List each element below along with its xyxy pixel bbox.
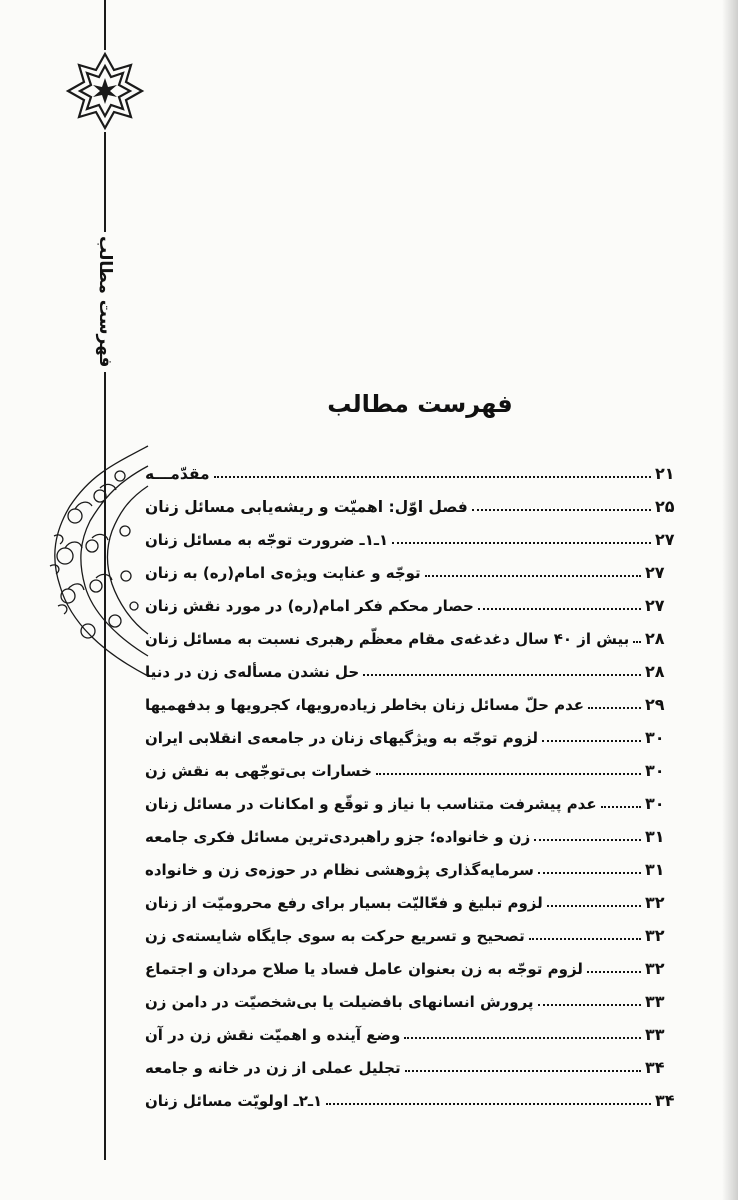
toc-entry (145, 782, 685, 815)
toc-entry (145, 914, 685, 947)
toc-page-number: ۳۱ (645, 860, 665, 879)
toc-page-number: ۳۰ (645, 794, 665, 813)
toc-page-number: ۳۱ (645, 827, 665, 846)
toc-entry (145, 1079, 685, 1112)
toc-entry-title: تجلیل عملی از زن در خانه و جامعه (145, 1059, 401, 1077)
toc-entry-title: خسارات بی‌توجّهی به نقش زن (145, 762, 372, 780)
toc-entry (145, 1046, 685, 1079)
dot-leader (392, 542, 651, 544)
dot-leader (326, 1103, 651, 1105)
toc-entry (145, 452, 685, 485)
floral-arabesque-ornament (30, 436, 150, 686)
toc-page-number: ۲۷ (645, 596, 665, 615)
table-of-contents (145, 452, 685, 1112)
dot-leader (425, 575, 641, 577)
page-edge-shadow (722, 0, 738, 1200)
toc-entry-title: لزوم توجّه به زن بعنوان عامل فساد یا صلاح مردان و اجتماع (145, 960, 583, 978)
toc-entry (145, 881, 685, 914)
toc-entry-title: پرورش انسانهای بافضیلت یا بی‌شخصیّت در دامن زن (145, 993, 534, 1011)
toc-entry (145, 947, 685, 980)
toc-entry (145, 980, 685, 1013)
toc-entry-title: زن و خانواده؛ جزو راهبردی‌ترین مسائل فکری جامعه (145, 828, 531, 846)
dot-leader (404, 1037, 641, 1039)
toc-page-number: ۳۲ (645, 893, 665, 912)
dot-leader (547, 905, 641, 907)
toc-page-number: ۳۰ (645, 728, 665, 747)
dot-leader (542, 740, 641, 742)
toc-entry-title: ۱ـ۲ـ اولویّت مسائل زنان (145, 1092, 323, 1110)
dot-leader (587, 971, 641, 973)
toc-page-number: ۲۹ (645, 695, 665, 714)
toc-entry (145, 683, 685, 716)
dot-leader (363, 674, 641, 676)
toc-entry (145, 584, 685, 617)
toc-entry-title: لزوم تبلیغ و فعّالیّت بسیار برای رفع محرومیّت از زنان (145, 894, 543, 912)
dot-leader (538, 872, 641, 874)
toc-entry (145, 551, 685, 584)
dot-leader (472, 509, 651, 511)
toc-page-number: ۳۴ (655, 1091, 675, 1110)
toc-page-number: ۳۰ (645, 761, 665, 780)
running-head: فهرست مطالب (92, 232, 118, 372)
toc-entry-title: عدم پیشرفت متناسب با نیاز و توقّع و امکانات در مسائل زنان (145, 795, 597, 813)
dot-leader (601, 806, 641, 808)
dot-leader (588, 707, 641, 709)
toc-entry-title: فصل اوّل: اهمیّت و ریشه‌یابی مسائل زنان (145, 498, 468, 516)
star-rosette-icon (64, 50, 146, 132)
toc-page-number: ۲۵ (655, 497, 675, 516)
dot-leader (376, 773, 641, 775)
toc-page-number: ۲۷ (645, 563, 665, 582)
toc-page-number: ۲۱ (655, 464, 675, 483)
toc-entry (145, 650, 685, 683)
toc-page-number: ۲۷ (655, 530, 675, 549)
toc-entry-title: بیش از ۴۰ سال دغدغه‌ی مقام معظّم رهبری نسبت به مسائل زنان (145, 630, 630, 648)
dot-leader (529, 938, 641, 940)
toc-page-number: ۲۸ (645, 629, 665, 648)
toc-page-number: ۳۳ (645, 992, 665, 1011)
toc-page-number: ۳۴ (645, 1058, 665, 1077)
toc-entry-title: وضع آینده و اهمیّت نقش زن در آن (145, 1026, 401, 1044)
toc-entry (145, 815, 685, 848)
toc-entry (145, 485, 685, 518)
dot-leader (405, 1070, 641, 1072)
toc-entry (145, 1013, 685, 1046)
toc-entry-title: تصحیح و تسریع حرکت به سوی جایگاه شایسته‌ی زن (145, 927, 525, 945)
toc-page-number: ۳۲ (645, 959, 665, 978)
dot-leader (534, 839, 641, 841)
dot-leader (538, 1004, 641, 1006)
toc-entry-title: لزوم توجّه به ویژگیهای زنان در جامعه‌ی انقلابی ایران (145, 729, 539, 747)
toc-entry (145, 749, 685, 782)
toc-entry-title: مقدّمـــه (145, 465, 210, 483)
toc-entry-title: حصار محکم فکر امام(ره) در مورد نقش زنان (145, 597, 474, 615)
toc-page-number: ۲۸ (645, 662, 665, 681)
toc-entry (145, 848, 685, 881)
toc-entry-title: توجّه و عنایت ویژه‌ی امام(ره) به زنان (145, 564, 421, 582)
toc-entry (145, 518, 685, 551)
toc-entry (145, 617, 685, 650)
toc-entry-title: حل نشدن مسأله‌ی زن در دنیا (145, 663, 360, 681)
page-title: فهرست مطالب (327, 390, 513, 418)
dot-leader (633, 641, 641, 643)
toc-entry-title: سرمایه‌گذاری پژوهشی نظام در حوزه‌ی زن و خانواده (145, 861, 534, 879)
dot-leader (214, 476, 651, 478)
toc-entry-title: عدم حلّ مسائل زنان بخاطر زیاده‌رویها، کجرویها و بدفهمیها (145, 696, 585, 714)
toc-page-number: ۳۳ (645, 1025, 665, 1044)
toc-entry (145, 716, 685, 749)
dot-leader (478, 608, 641, 610)
toc-entry-title: ۱ـ۱ـ ضرورت توجّه به مسائل زنان (145, 531, 389, 549)
toc-page-number: ۳۲ (645, 926, 665, 945)
